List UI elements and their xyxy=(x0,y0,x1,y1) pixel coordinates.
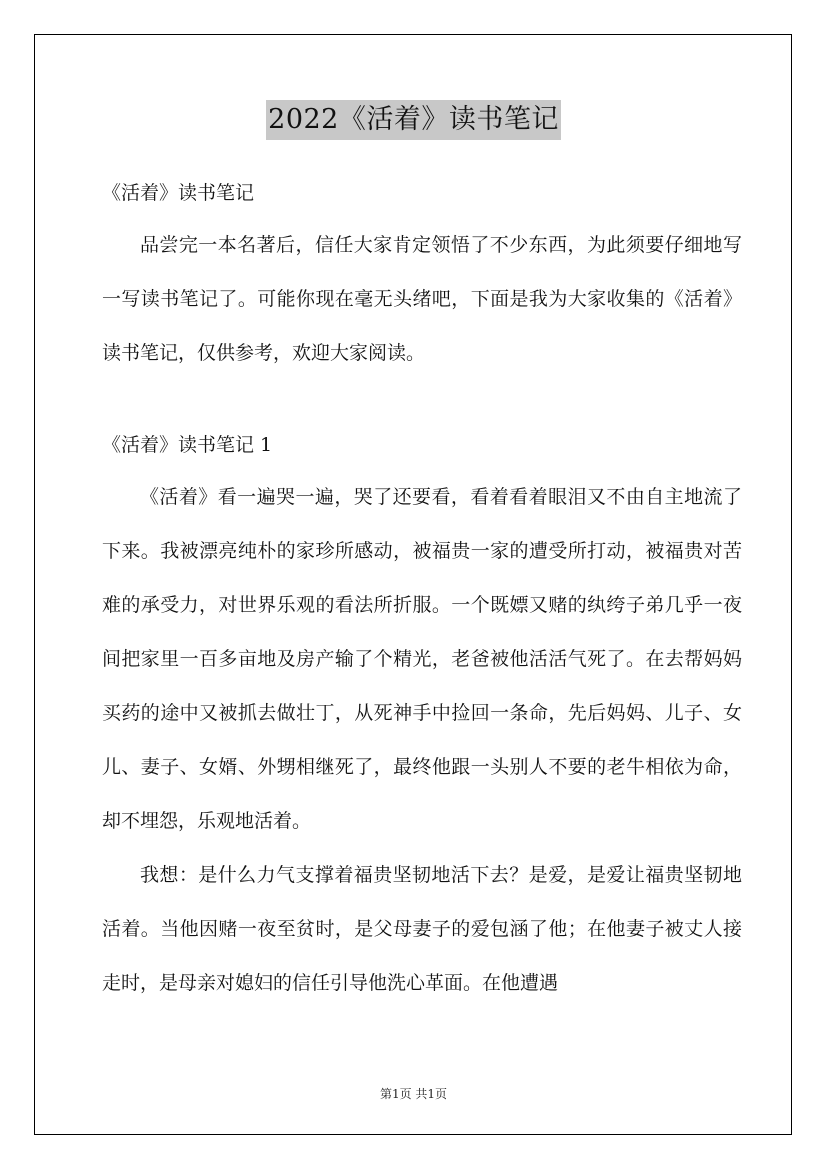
section-gap xyxy=(102,380,742,426)
page-footer: 第1页 共1页 xyxy=(379,1087,448,1101)
intro-heading: 《活着》读书笔记 xyxy=(102,182,255,204)
section1-heading: 《活着》读书笔记 1 xyxy=(102,434,273,456)
document-title: 2022《活着》读书笔记 xyxy=(266,100,561,140)
document-body xyxy=(102,174,742,1010)
section1-paragraph-1: 《活着》看一遍哭一遍，哭了还要看，看着看着眼泪又不由自主地流了下来。我被漂亮纯朴的家珍所感动，被福贵一家的遭受所打动，被福贵对苦难的承受力，对世界乐观的看法所折服。一个既嫖又赌的纨绔子弟几乎一夜间把家里一百多亩地及房产输了个精光，老爸被他活活气死了。在去帮妈妈买药的途中又被抓去做壮丁，从死神手中捡回一条命，先后妈妈、儿子、女儿、妻子、女婿、外甥相继死了，最终他跟一头别人不要的老牛相依为命，却不埋怨，乐观地活着。 xyxy=(102,486,742,832)
intro-paragraph: 品尝完一本名著后，信任大家肯定领悟了不少东西，为此须要仔细地写一写读书笔记了。可能你现在毫无头绪吧，下面是我为大家收集的《活着》读书笔记，仅供参考，欢迎大家阅读。 xyxy=(102,234,742,364)
section1-paragraph-2: 我想：是什么力气支撑着福贵坚韧地活下去？是爱，是爱让福贵坚韧地活着。当他因赌一夜至贫时，是父母妻子的爱包涵了他；在他妻子被丈人接走时，是母亲对媳妇的信任引导他洗心革面。在他遭遇 xyxy=(102,864,742,994)
title-wrap xyxy=(0,100,827,140)
